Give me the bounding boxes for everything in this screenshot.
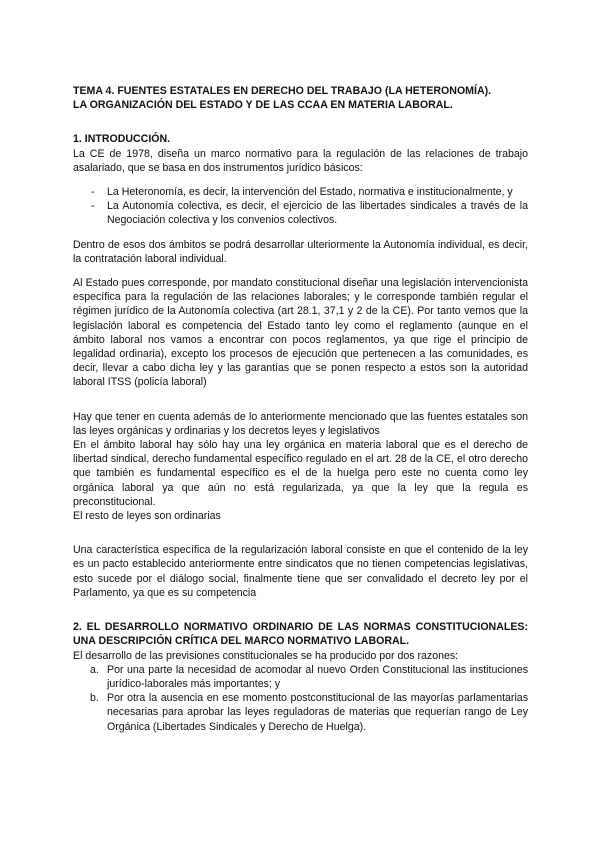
bullet-item: [73, 199, 528, 227]
document-title-line-2: LA ORGANIZACIÓN DEL ESTADO Y DE LAS CCAA EN MATERIA LABORAL.: [73, 99, 453, 112]
paragraph-ley-organica: En el ámbito laboral hay sólo hay una ley orgánica en materia laboral que es el derecho de libertad sindical, derecho fundamental específico regulado en el art. 28 de la CE, el otro derecho que también es fundamental específico es el de la huelga pero este no cuenta como ley orgánica laboral ya que aún no está regularizada, ya que la ley que la regula es preconstitucional.: [73, 439, 528, 508]
bullet-text: La Autonomía colectiva, es decir, el ejercicio de las libertades sindicales a través de la Negociación colectiva y los convenios colectivos.: [107, 200, 528, 227]
list-item-text: Por otra la ausencia en ese momento postconstitucional de las mayorías parlamentarias necesarias para aprobar las leyes reguladoras de materias que requerían rango de Ley Orgánica (Libertades Sindicales y Derecho de Huelga).: [107, 692, 528, 733]
list-marker: b.: [90, 692, 99, 705]
section-1-bullet-list: [73, 185, 528, 228]
bullet-text: La Heteronomía, es decir, la intervención del Estado, normativa e institucionalmente, y: [107, 186, 513, 199]
paragraph-ambitos: Dentro de esos dos ámbitos se podrá desarrollar ulteriormente la Autonomía individual, es decir, la contratación laboral individual.: [73, 238, 528, 265]
document-title-line-1: TEMA 4. FUENTES ESTATALES EN DERECHO DEL TRABAJO (LA HETERONOMÍA).: [73, 85, 492, 97]
paragraph-resto-leyes: El resto de leyes son ordinarias: [73, 510, 221, 523]
list-item-text: Por una parte la necesidad de acomodar al nuevo Orden Constitucional las instituciones jurídico-laborales más importantes; y: [107, 663, 528, 690]
list-item: [73, 663, 528, 691]
section-2-list: [73, 663, 528, 734]
paragraph-fuentes: Hay que tener en cuenta además de lo anteriormente mencionado que las fuentes estatales son las leyes orgánicas y ordinarias y los decretos leyes y legislativos: [73, 410, 528, 437]
paragraph-estado: Al Estado pues corresponde, por mandato constitucional diseñar una legislación intervencionista específica para la regulación de las relaciones laborales; y le corresponde también regular el régimen jurídico de la Autonomía colectiva (art 28.1, 37,1 y 2 de la CE). Por tanto vemos que la legislación laboral es competencia del Estado tanto ley como el reglamento (aunque en el ámbito laboral nos vamos a encontrar con pocos reglamentos, ya que rige el principio de legalidad ordinaria), excepto los procesos de ejecución que pertenecen a las comunidades, es decir, llevar a cabo dicha ley y las garantías que se ponen respecto a estos son la autoridad laboral ITSS (policía laboral): [73, 277, 528, 389]
list-marker: a.: [90, 663, 99, 676]
bullet-marker: -: [91, 200, 95, 213]
list-item: [73, 691, 528, 734]
document-body: [73, 84, 528, 734]
bullet-item: [73, 185, 528, 199]
section-1-intro: La CE de 1978, diseña un marco normativo para la regulación de las relaciones de trabajo asalariado, que se basa en dos instrumentos jurídico básicos:: [73, 147, 528, 174]
section-2-intro: El desarrollo de las previsiones constitucionales se ha producido por dos razones:: [73, 649, 459, 662]
bullet-marker: -: [91, 186, 95, 199]
section-1-heading: 1. INTRODUCCIÓN.: [73, 133, 171, 146]
paragraph-caracteristica: Una característica específica de la regularización laboral consiste en que el contenido de la ley es un pacto establecido anteriormente entre sindicatos que no tienen competencias legislativas, esto sucede por el diálogo social, finalmente tiene que ser convalidado el decreto ley por el Parlamento, ya que es su competencia: [73, 544, 528, 599]
section-2-heading: 2. EL DESARROLLO NORMATIVO ORDINARIO DE LAS NORMAS CONSTITUCIONALES: UNA DESCRIPCIÓN CRÍTICA DEL MARCO NORMATIVO LABORAL.: [73, 621, 528, 648]
